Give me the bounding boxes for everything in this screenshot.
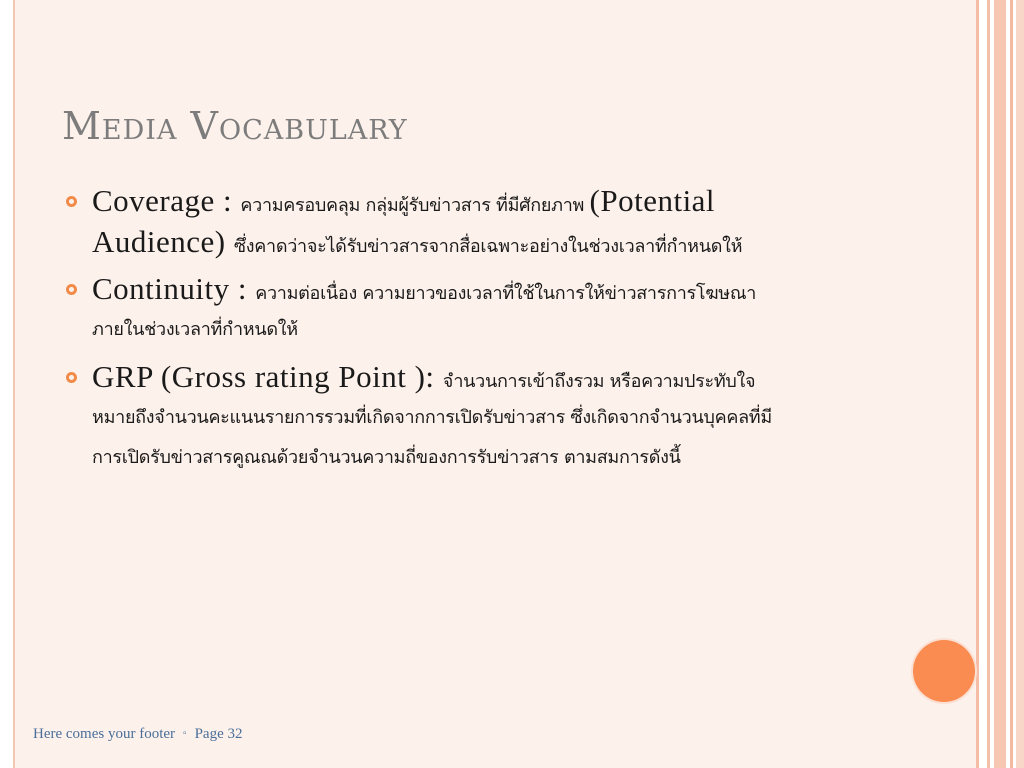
footer: [33, 726, 243, 743]
bullet-term: Coverage :: [92, 183, 241, 218]
bullet-term: (Potential: [589, 183, 716, 218]
bullet-thai-text: จำนวนการเข้าถึงรวม หรือความประทับใจ: [442, 371, 756, 392]
bullet-thai-text: ซึ่งคาดว่าจะได้รับข่าวสารจากสื่อเฉพาะอย่างในช่วงเวลาที่กำหนดให้: [233, 236, 743, 257]
bullet-circle-icon: [66, 284, 77, 295]
bullet-line: [92, 310, 882, 350]
bullet-line: [92, 222, 882, 262]
bullet-thai-text: หมายถึงจำนวนคะแนนรายการรวมที่เกิดจากการเปิดรับข่าวสาร ซึ่งเกิดจากจำนวนบุคคลที่มี: [92, 407, 772, 428]
decorative-orange-circle: [913, 640, 975, 702]
footer-separator-icon: ▫: [183, 728, 187, 739]
bullet-line: [92, 268, 882, 310]
bullet-thai-text: ความครอบคลุม กลุ่มผู้รับข่าวสาร ที่มีศักยภาพ: [240, 195, 590, 216]
stripe: [987, 0, 990, 768]
bullet-line: [92, 438, 882, 478]
bullet-item-continuity: [62, 268, 882, 350]
bullet-circle-icon: [66, 372, 77, 383]
stripe: [994, 0, 1006, 768]
bullet-list: [62, 180, 882, 484]
bullet-line: [92, 356, 882, 398]
stripe: [1010, 0, 1013, 768]
page-number: Page 32: [194, 726, 243, 742]
bullet-thai-text: ความต่อเนื่อง ความยาวของเวลาที่ใช้ในการให้ข่าวสารการโฆษณา: [255, 283, 757, 304]
bullet-circle-icon: [66, 196, 77, 207]
stripe: [976, 0, 979, 768]
bullet-item-coverage: [62, 180, 882, 262]
left-border-line: [13, 0, 15, 768]
bullet-line: [92, 180, 882, 222]
slide-title: Media Vocabulary: [62, 104, 408, 148]
bullet-item-grp: [62, 356, 882, 478]
bullet-thai-text: ภายในช่วงเวลาที่กำหนดให้: [92, 319, 298, 340]
stripe: [1016, 0, 1024, 768]
bullet-line: [92, 398, 882, 438]
bullet-term: GRP (Gross rating Point ):: [92, 359, 443, 394]
bullet-term: Audience): [92, 224, 234, 259]
decorative-stripes: [976, 0, 1024, 768]
bullet-term: Continuity :: [92, 271, 256, 306]
footer-text: Here comes your footer: [33, 726, 176, 742]
bullet-thai-text: การเปิดรับข่าวสารคูณณด้วยจำนวนความถี่ของการรับข่าวสาร ตามสมการดังนี้: [92, 447, 681, 468]
